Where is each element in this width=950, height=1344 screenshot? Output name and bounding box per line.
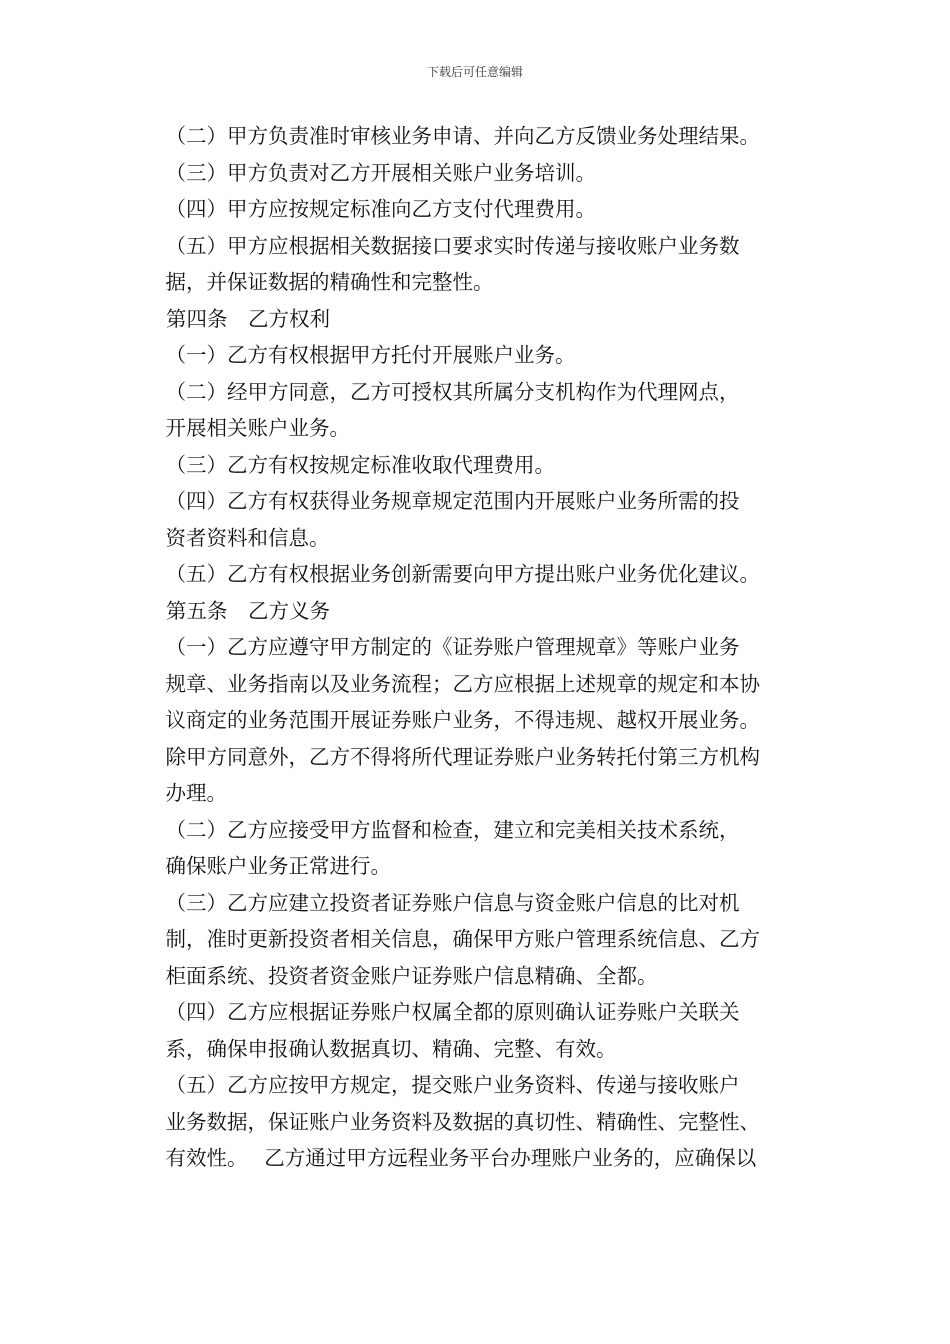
paragraph <box>146 337 810 374</box>
article-heading <box>146 301 810 338</box>
paragraph-line: 开展相关账户业务。 <box>165 416 350 440</box>
paragraph <box>146 447 810 484</box>
paragraph <box>146 885 810 995</box>
article-heading <box>146 593 810 630</box>
paragraph-line: （二）乙方应接受甲方监督和检查，建立和完美相关技术系统， <box>165 817 740 842</box>
page-header <box>0 64 950 80</box>
paragraph <box>146 629 810 812</box>
paragraph-line: 第五条 乙方义务 <box>166 598 330 623</box>
paragraph-line: 除甲方同意外，乙方不得将所代理证券账户业务转托付第三方机构 <box>165 744 760 769</box>
paragraph-line: 规章、业务指南以及业务流程；乙方应根据上述规章的规定和本协 <box>165 671 760 696</box>
paragraph <box>146 483 810 556</box>
paragraph-line: 据，并保证数据的精确性和完整性。 <box>165 270 494 294</box>
paragraph <box>146 191 810 228</box>
paragraph <box>146 556 810 593</box>
paragraph-line: 资者资料和信息。 <box>165 525 330 550</box>
paragraph <box>146 228 810 301</box>
paragraph-line: （四）乙方应根据证券账户权属全都的原则确认证券账户关联关 <box>165 1000 740 1024</box>
paragraph-line: 系，确保申报确认数据真切、精确、完整、有效。 <box>165 1036 617 1061</box>
paragraph <box>146 1067 810 1177</box>
paragraph-line: 第四条 乙方权利 <box>166 306 330 331</box>
paragraph-line: （二）经甲方同意，乙方可授权其所属分支机构作为代理网点， <box>165 379 740 404</box>
paragraph-line: （四）乙方有权获得业务规章规定范围内开展账户业务所需的投 <box>165 489 740 513</box>
paragraph-line: （一）乙方应遵守甲方制定的《证券账户管理规章》等账户业务 <box>165 635 740 659</box>
paragraph-line: （三）乙方有权按规定标准收取代理费用。 <box>165 452 555 477</box>
paragraph-line: （五）乙方应按甲方规定，提交账户业务资料、传递与接收账户 <box>165 1073 740 1097</box>
paragraph-line: 柜面系统、投资者资金账户证券账户信息精确、全都。 <box>165 963 658 988</box>
paragraph-line: （四）甲方应按规定标准向乙方支付代理费用。 <box>165 197 596 221</box>
paragraph-line: （一）乙方有权根据甲方托付开展账户业务。 <box>165 343 576 367</box>
paragraph <box>146 374 810 447</box>
paragraph-line: 议商定的业务范围开展证券账户业务，不得违规、越权开展业务。 <box>165 708 760 732</box>
paragraph-line: 办理。 <box>165 781 227 805</box>
paragraph-line: 业务数据，保证账户业务资料及数据的真切性、精确性、完整性、 <box>165 1109 760 1134</box>
paragraph-line: （五）乙方有权根据业务创新需要向甲方提出账户业务优化建议。 <box>165 562 760 586</box>
paragraph-line: （五）甲方应根据相关数据接口要求实时传递与接收账户业务数 <box>165 233 740 258</box>
paragraph-line: （三）甲方负责对乙方开展相关账户业务培训。 <box>165 160 596 185</box>
paragraph <box>146 118 810 155</box>
paragraph-line: 确保账户业务正常进行。 <box>165 854 391 878</box>
paragraph <box>146 155 810 192</box>
paragraph <box>146 812 810 885</box>
paragraph <box>146 994 810 1067</box>
header-text: 下载后可任意编辑 <box>426 65 523 79</box>
paragraph-line: （三）乙方应建立投资者证券账户信息与资金账户信息的比对机 <box>165 890 740 915</box>
paragraph-line: （二）甲方负责准时审核业务申请、并向乙方反馈业务处理结果。 <box>165 124 760 148</box>
document-body <box>146 118 810 1177</box>
paragraph-line: 制，准时更新投资者相关信息，确保甲方账户管理系统信息、乙方 <box>165 927 760 951</box>
paragraph-line: 有效性。 乙方通过甲方远程业务平台办理账户业务的，应确保以 <box>165 1146 757 1170</box>
